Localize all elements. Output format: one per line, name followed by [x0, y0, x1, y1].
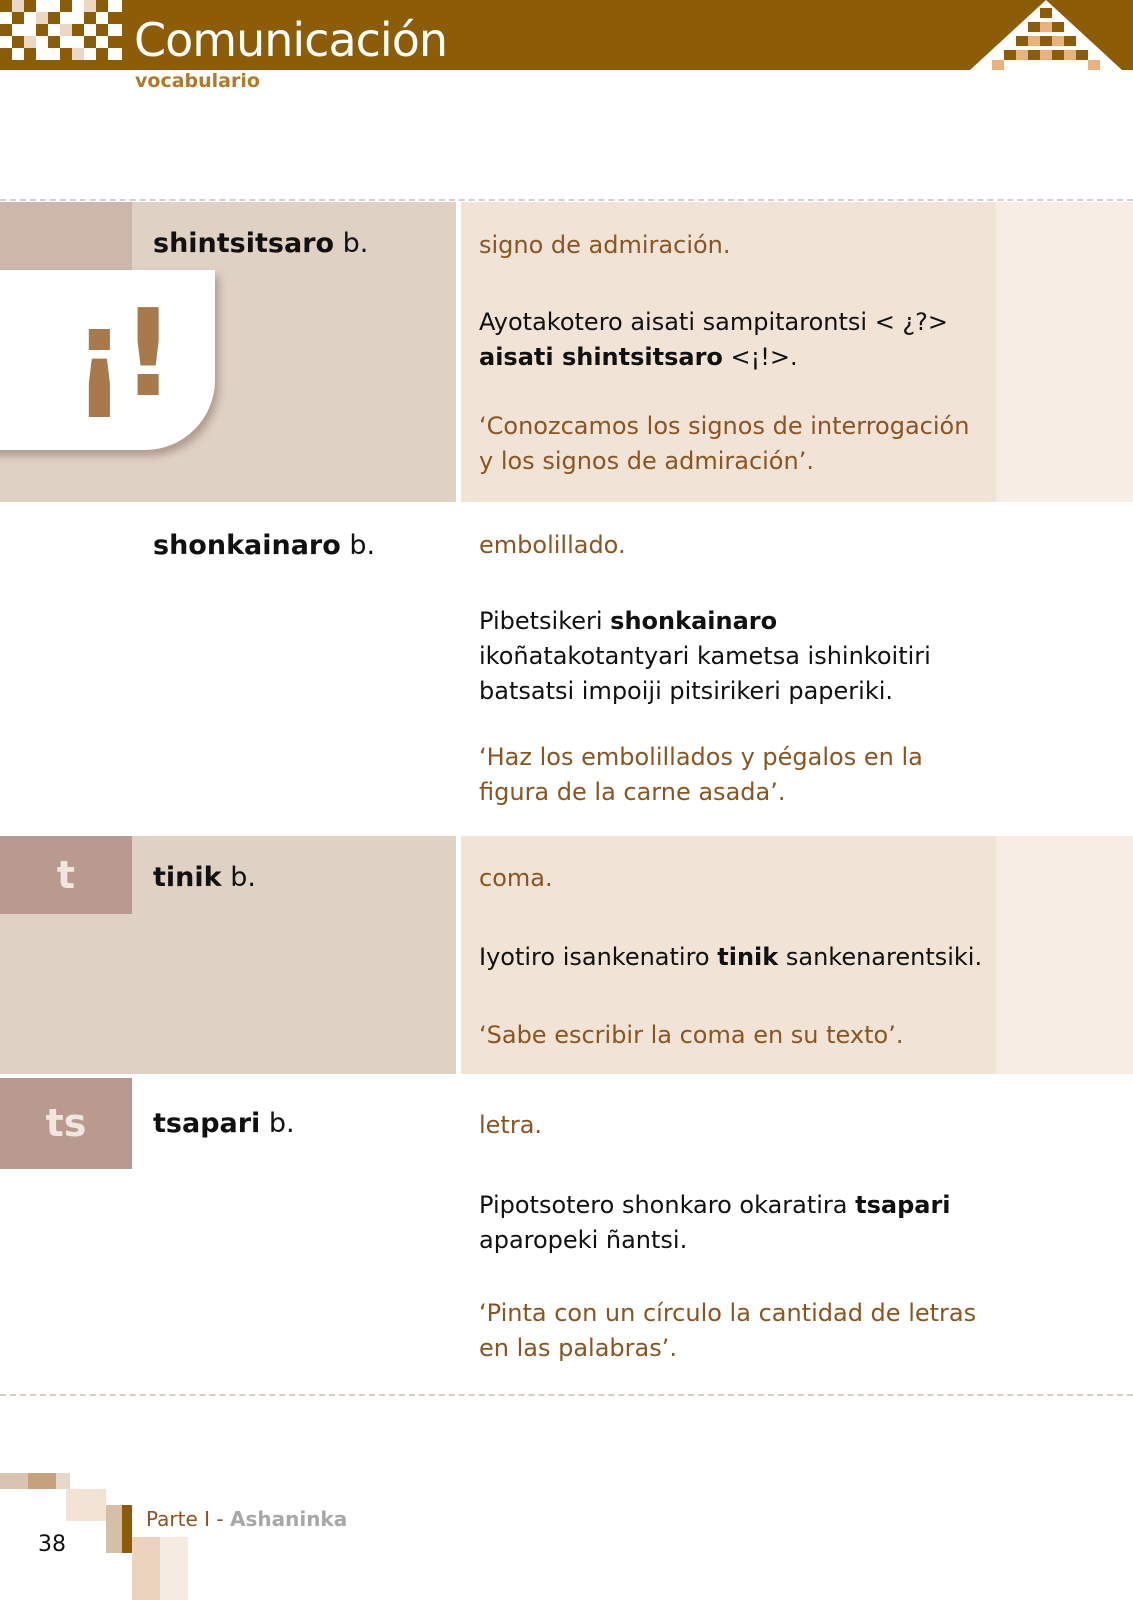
footer-pattern-block [132, 1537, 160, 1600]
example-text: Pibetsikeri [479, 607, 611, 635]
example-bold-term: aisati shintsitsaro [479, 343, 723, 371]
entry-gloss: coma. [479, 864, 553, 892]
entry-translation: ‘Pinta con un círculo la cantidad de letras en las palabras’. [479, 1299, 977, 1362]
term-pos: b. [268, 1108, 295, 1139]
letter-tab: ts [0, 1078, 132, 1169]
entry-example [479, 604, 989, 709]
example-text-end: aparopeki ñantsi. [479, 1226, 688, 1254]
entry-term [153, 862, 256, 893]
letter-tab: t [0, 836, 132, 914]
example-bold-term: shonkainaro [610, 607, 778, 635]
margin-column [996, 836, 1133, 1074]
example-text: Iyotiro isankenatiro [479, 943, 718, 971]
example-text-end: ikoñatakotantyari kametsa ishinkoitiri batsatsi impoiji pitsirikeri paperiki. [479, 642, 931, 705]
example-bold-term: tinik [717, 943, 779, 971]
header-right-pattern [970, 0, 1122, 70]
footer-part: Parte I - [146, 1507, 230, 1531]
footer-pattern-block [122, 1505, 132, 1553]
footer-language: Ashaninka [229, 1507, 348, 1531]
header-left-pattern [0, 0, 122, 70]
term-word: shonkainaro [153, 530, 341, 561]
entry-example [479, 305, 989, 375]
entry-example [479, 1188, 989, 1258]
example-text: Pipotsotero shonkaro okaratira [479, 1191, 856, 1219]
margin-column [996, 202, 1133, 502]
term-pos: b. [342, 228, 369, 259]
footer-pattern-block [66, 1489, 106, 1521]
page-subtitle: vocabulario [135, 70, 260, 92]
top-divider [0, 199, 1133, 201]
example-bold-term: tsapari [855, 1191, 951, 1219]
entry-term [153, 530, 375, 561]
example-text-end: sankenarentsiki. [778, 943, 983, 971]
letter-tab-spacer [0, 202, 132, 270]
footer-pattern-block [0, 1473, 28, 1489]
entry-translation: ‘Conozcamos los signos de interrogación y los signos de admiración’. [479, 412, 970, 475]
page-number: 38 [38, 1532, 66, 1557]
example-text: Ayotakotero aisati sampitarontsi < ¿?> [479, 308, 949, 336]
example-text-end: <¡!>. [722, 343, 798, 371]
entry-translation: ‘Haz los embolillados y pégalos en la figura de la carne asada’. [479, 743, 923, 806]
term-word: shintsitsaro [153, 228, 335, 259]
exclamation-symbol-icon: ¡! [72, 285, 170, 424]
entry-term [153, 1108, 295, 1139]
page-title: Comunicación [134, 13, 448, 67]
term-word: tinik [153, 862, 222, 893]
entry-translation: ‘Sabe escribir la coma en su texto’. [479, 1021, 904, 1049]
bottom-divider [0, 1394, 1133, 1396]
entry-term [153, 228, 368, 259]
footer-pattern-block [28, 1473, 56, 1489]
entry-gloss: letra. [479, 1111, 543, 1139]
entry-gloss: signo de admiración. [479, 231, 731, 259]
entry-gloss: embolillado. [479, 531, 626, 559]
term-word: tsapari [153, 1108, 261, 1139]
footer-part-label [146, 1507, 347, 1531]
entry-example [479, 940, 989, 975]
term-pos: b. [349, 530, 376, 561]
footer-pattern-block [56, 1473, 70, 1489]
term-pos: b. [230, 862, 256, 893]
footer-pattern-block [160, 1537, 188, 1600]
